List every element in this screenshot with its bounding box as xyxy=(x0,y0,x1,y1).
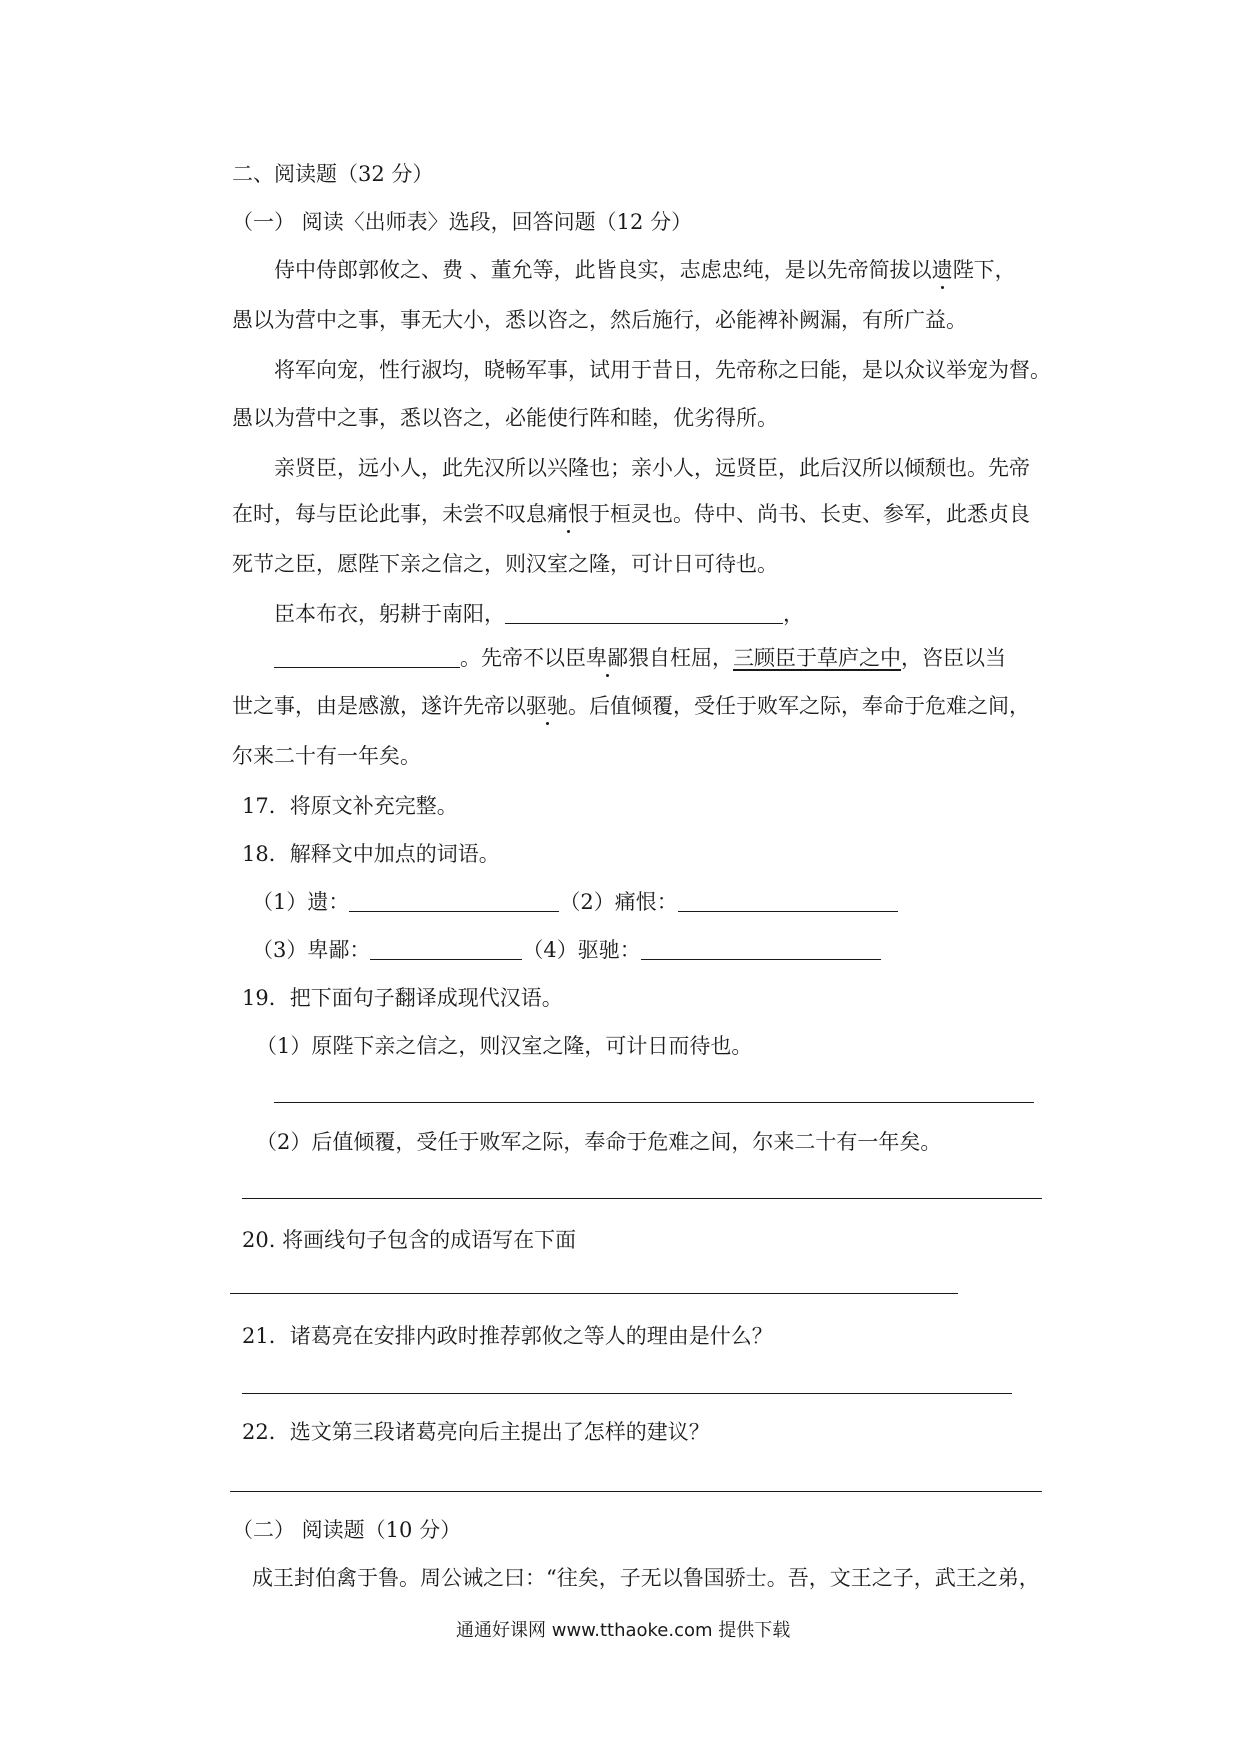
question-22: 22．选文第三段诸葛亮向后主提出了怎样的建议？ xyxy=(242,1420,710,1444)
part1-header: （一） 阅读〈出师表〉选段，回答问题（12 分） xyxy=(232,210,693,234)
page-footer: 通通好课网 www.tthaoke.com 提供下载 xyxy=(456,1620,791,1641)
answer-line-21[interactable] xyxy=(242,1393,1012,1394)
part2-header: （二） 阅读题（10 分） xyxy=(232,1518,462,1542)
passage-text: 。后值倾覆，受任于败军之际，奉命于危难之间， xyxy=(568,694,1030,718)
passage-line: 尔来二十有一年矣。 xyxy=(232,744,421,768)
q18-2-blank[interactable] xyxy=(678,891,898,912)
passage-text: 侍中侍郎郭攸之、费 、董允等，此皆良实，志虑忠纯，是以先帝简拔以 xyxy=(274,258,932,282)
passage-text: 猥自枉屈， xyxy=(628,646,733,670)
fill-blank-1[interactable] xyxy=(505,603,783,624)
passage-line xyxy=(232,502,1030,527)
passage-line: 亲贤臣，远小人，此先汉所以兴隆也；亲小人，远贤臣，此后汉所以倾颓也。先帝 xyxy=(274,456,1030,480)
passage-text: 臣本布衣，躬耕于南阳， xyxy=(274,602,505,626)
passage-text: 世之事，由是感激，遂许先帝以 xyxy=(232,694,526,718)
question-18-row-1 xyxy=(252,890,898,915)
q18-2-label: （2）痛恨： xyxy=(559,890,678,914)
section-title: 二、阅读题（32 分） xyxy=(232,162,434,186)
question-19: 19．把下面句子翻译成现代汉语。 xyxy=(242,986,563,1010)
passage-text: ，咨臣以当 xyxy=(901,646,1006,670)
passage-text: 在时，每与臣论此事，未尝不叹息 xyxy=(232,502,547,526)
dotted-word: 卑鄙 xyxy=(586,646,628,670)
dotted-word: 驱驰 xyxy=(526,694,568,718)
q18-3-blank[interactable] xyxy=(370,939,522,960)
passage-line: 愚以为营中之事，事无大小，悉以咨之，然后施行，必能裨补阙漏，有所广益。 xyxy=(232,308,967,332)
passage-line: 愚以为营中之事，悉以咨之，必能使行阵和睦，优劣得所。 xyxy=(232,406,778,430)
passage-line xyxy=(274,646,1006,671)
passage-text: 。先帝不以臣 xyxy=(460,646,586,670)
passage-text: ， xyxy=(783,602,804,626)
question-20: 20. 将画线句子包含的成语写在下面 xyxy=(242,1228,577,1252)
answer-line-19-1[interactable] xyxy=(274,1102,1034,1103)
question-19-2: （2）后值倾覆，受任于败军之际，奉命于危难之间，尔来二十有一年矣。 xyxy=(256,1130,942,1154)
q18-4-label: （4）驱驰： xyxy=(522,938,641,962)
q18-4-blank[interactable] xyxy=(641,939,881,960)
passage-line xyxy=(274,602,804,627)
passage-text: 陛下， xyxy=(952,258,1016,282)
q18-1-blank[interactable] xyxy=(349,891,559,912)
question-19-1: （1）原陛下亲之信之，则汉室之隆，可计日而待也。 xyxy=(256,1034,753,1058)
question-18: 18．解释文中加点的词语。 xyxy=(242,842,500,866)
dotted-word: 痛恨 xyxy=(547,502,589,526)
fill-blank-2[interactable] xyxy=(274,647,460,668)
question-17: 17．将原文补充完整。 xyxy=(242,794,458,818)
passage-line: 将军向宠，性行淑均，晓畅军事，试用于昔日，先帝称之曰能，是以众议举宠为督。 xyxy=(274,358,1051,382)
answer-line-22[interactable] xyxy=(230,1491,1042,1492)
dotted-word: 遗 xyxy=(931,258,953,282)
passage-line xyxy=(274,258,1016,283)
q18-1-label: （1）遗： xyxy=(252,890,350,914)
answer-line-19-2[interactable] xyxy=(242,1198,1042,1199)
passage-line xyxy=(232,694,1030,719)
question-18-row-2 xyxy=(252,938,881,963)
question-21: 21．诸葛亮在安排内政时推荐郭攸之等人的理由是什么？ xyxy=(242,1324,773,1348)
underlined-sentence: 三顾臣于草庐之中 xyxy=(733,646,901,670)
part2-passage-line: 成王封伯禽于鲁。周公诫之曰：“往矣，子无以鲁国骄士。吾，文王之子，武王之弟， xyxy=(252,1566,1040,1590)
answer-line-20[interactable] xyxy=(230,1293,958,1294)
q18-3-label: （3）卑鄙： xyxy=(252,938,371,962)
passage-line: 死节之臣，愿陛下亲之信之，则汉室之隆，可计日可待也。 xyxy=(232,552,778,576)
passage-text: 于桓灵也。侍中、尚书、长吏、参军，此悉贞良 xyxy=(589,502,1030,526)
